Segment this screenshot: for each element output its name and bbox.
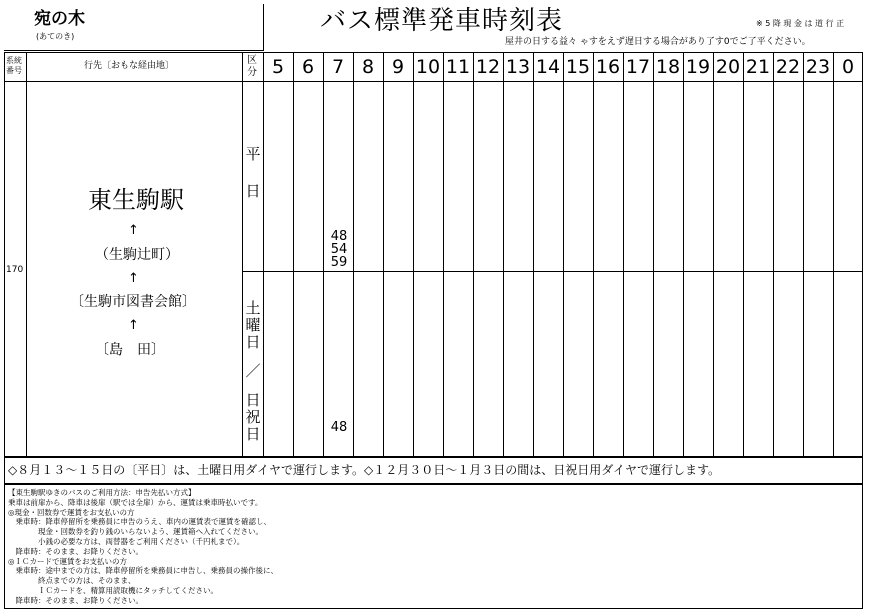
hour-column-divider bbox=[833, 52, 834, 457]
route-number: 170 bbox=[6, 265, 24, 275]
hour-column-divider bbox=[293, 52, 294, 457]
hour-column-divider bbox=[413, 52, 414, 457]
header-underline bbox=[4, 50, 263, 51]
hour-header-14: 14 bbox=[535, 56, 561, 78]
hour-column-divider bbox=[683, 52, 684, 457]
hour-header-9: 9 bbox=[391, 56, 405, 78]
hour-header-8: 8 bbox=[361, 56, 375, 78]
hour-header-22: 22 bbox=[775, 56, 801, 78]
arrow-1: ↑ bbox=[128, 223, 139, 238]
hour-header-23: 23 bbox=[805, 56, 831, 78]
notice-text: ◇８月１３～１５日の〔平日〕は、土曜日用ダイヤで運行します。◇１２月３０日～１月３日の間は、日祝日用ダイヤで運行します。 bbox=[8, 463, 721, 477]
via-2: 〔生駒市図書会館〕 bbox=[70, 294, 196, 310]
stop-reading: (あてのき) bbox=[36, 32, 75, 41]
hour-column-divider bbox=[383, 52, 384, 457]
weekday-times-hour-7 bbox=[324, 230, 354, 269]
kubun-header: 区分 bbox=[247, 55, 257, 78]
hour-column-divider bbox=[503, 52, 504, 457]
hour-column-divider bbox=[443, 52, 444, 457]
hour-header-7: 7 bbox=[331, 56, 345, 78]
usage-notes: 【東生駒駅ゆきのバスのご利用方法：申告先払い方式】 乗車は前扉から、降車は後扉（駅では全扉）から、運賃は乗車時払いです。 ◎現金・回数券で運賃をお支払いの方 乗車時：降車停留所を乗務員に申告のうえ、車内の運賃表で運賃を確認し、 現金・回数券を釣り銭のいらないよう、運賃箱へ入れてください。 小銭の必要な方は、両替器をご利用ください（千円札まで）。 降車時：そのまま、お降りください。 ◎ＩＣカードで運賃をお支払いの方 乗車時：途中までの方は、降車停留所を乗務員に申告し、乗務員の操作後に、 終点までの方は、そのまま、 ＩＣカードを、精算用読取機にタッチしてください。 降車時：そのまま、お降りください。 bbox=[8, 488, 278, 605]
hour-header-6: 6 bbox=[301, 56, 315, 78]
hour-header-13: 13 bbox=[505, 56, 531, 78]
arrow-2: ↑ bbox=[128, 271, 139, 286]
hour-column-divider bbox=[593, 52, 594, 457]
hour-header-12: 12 bbox=[475, 56, 501, 78]
arrow-3: ↑ bbox=[128, 318, 139, 333]
destination-name: 東生駒駅 bbox=[88, 186, 184, 214]
hour-header-19: 19 bbox=[685, 56, 711, 78]
departure-time: 48 bbox=[330, 420, 348, 435]
holiday-times-hour-7 bbox=[324, 421, 354, 434]
hour-header-11: 11 bbox=[445, 56, 471, 78]
hour-header-17: 17 bbox=[625, 56, 651, 78]
route-no-header: 系統番号 bbox=[6, 56, 22, 75]
hour-header-10: 10 bbox=[415, 56, 441, 78]
weekday-label: 平 日 bbox=[245, 145, 261, 200]
header-note-bottom: 屋井の日する益々 ゃすをえず遅日する場合があり了す0でご了平ください。 bbox=[505, 37, 811, 47]
hour-column-divider bbox=[563, 52, 564, 457]
hour-header-5: 5 bbox=[271, 56, 285, 78]
hour-header-15: 15 bbox=[565, 56, 591, 78]
stop-name: 宛の木 bbox=[34, 9, 85, 29]
holiday-label: 土 曜 日 ／ 日 祝 日 bbox=[245, 299, 261, 443]
hour-column-divider bbox=[713, 52, 714, 457]
departure-time: 48 bbox=[330, 229, 348, 244]
hour-header-18: 18 bbox=[655, 56, 681, 78]
destination-header: 行先〔おもな経由地〕 bbox=[84, 61, 175, 71]
hour-header-20: 20 bbox=[715, 56, 741, 78]
hour-column-divider bbox=[533, 52, 534, 457]
via-3: 〔島 田〕 bbox=[95, 342, 165, 358]
hour-header-0: 0 bbox=[841, 56, 855, 78]
header-note-top: ※ 5 降 現 金 は 道 行 正 bbox=[756, 19, 845, 28]
departure-time: 54 bbox=[330, 242, 348, 257]
header-divider bbox=[263, 4, 264, 51]
departure-time: 59 bbox=[330, 255, 348, 270]
hour-column-divider bbox=[623, 52, 624, 457]
weekday-holiday-divider bbox=[242, 271, 863, 272]
hour-column-divider bbox=[773, 52, 774, 457]
page-title: バス標準発車時刻表 bbox=[320, 6, 564, 36]
hour-header-16: 16 bbox=[595, 56, 621, 78]
hour-column-divider bbox=[653, 52, 654, 457]
hour-header-21: 21 bbox=[745, 56, 771, 78]
hour-column-divider bbox=[743, 52, 744, 457]
via-1: （生駒辻町） bbox=[95, 247, 179, 263]
hour-column-divider bbox=[473, 52, 474, 457]
hour-column-divider bbox=[803, 52, 804, 457]
